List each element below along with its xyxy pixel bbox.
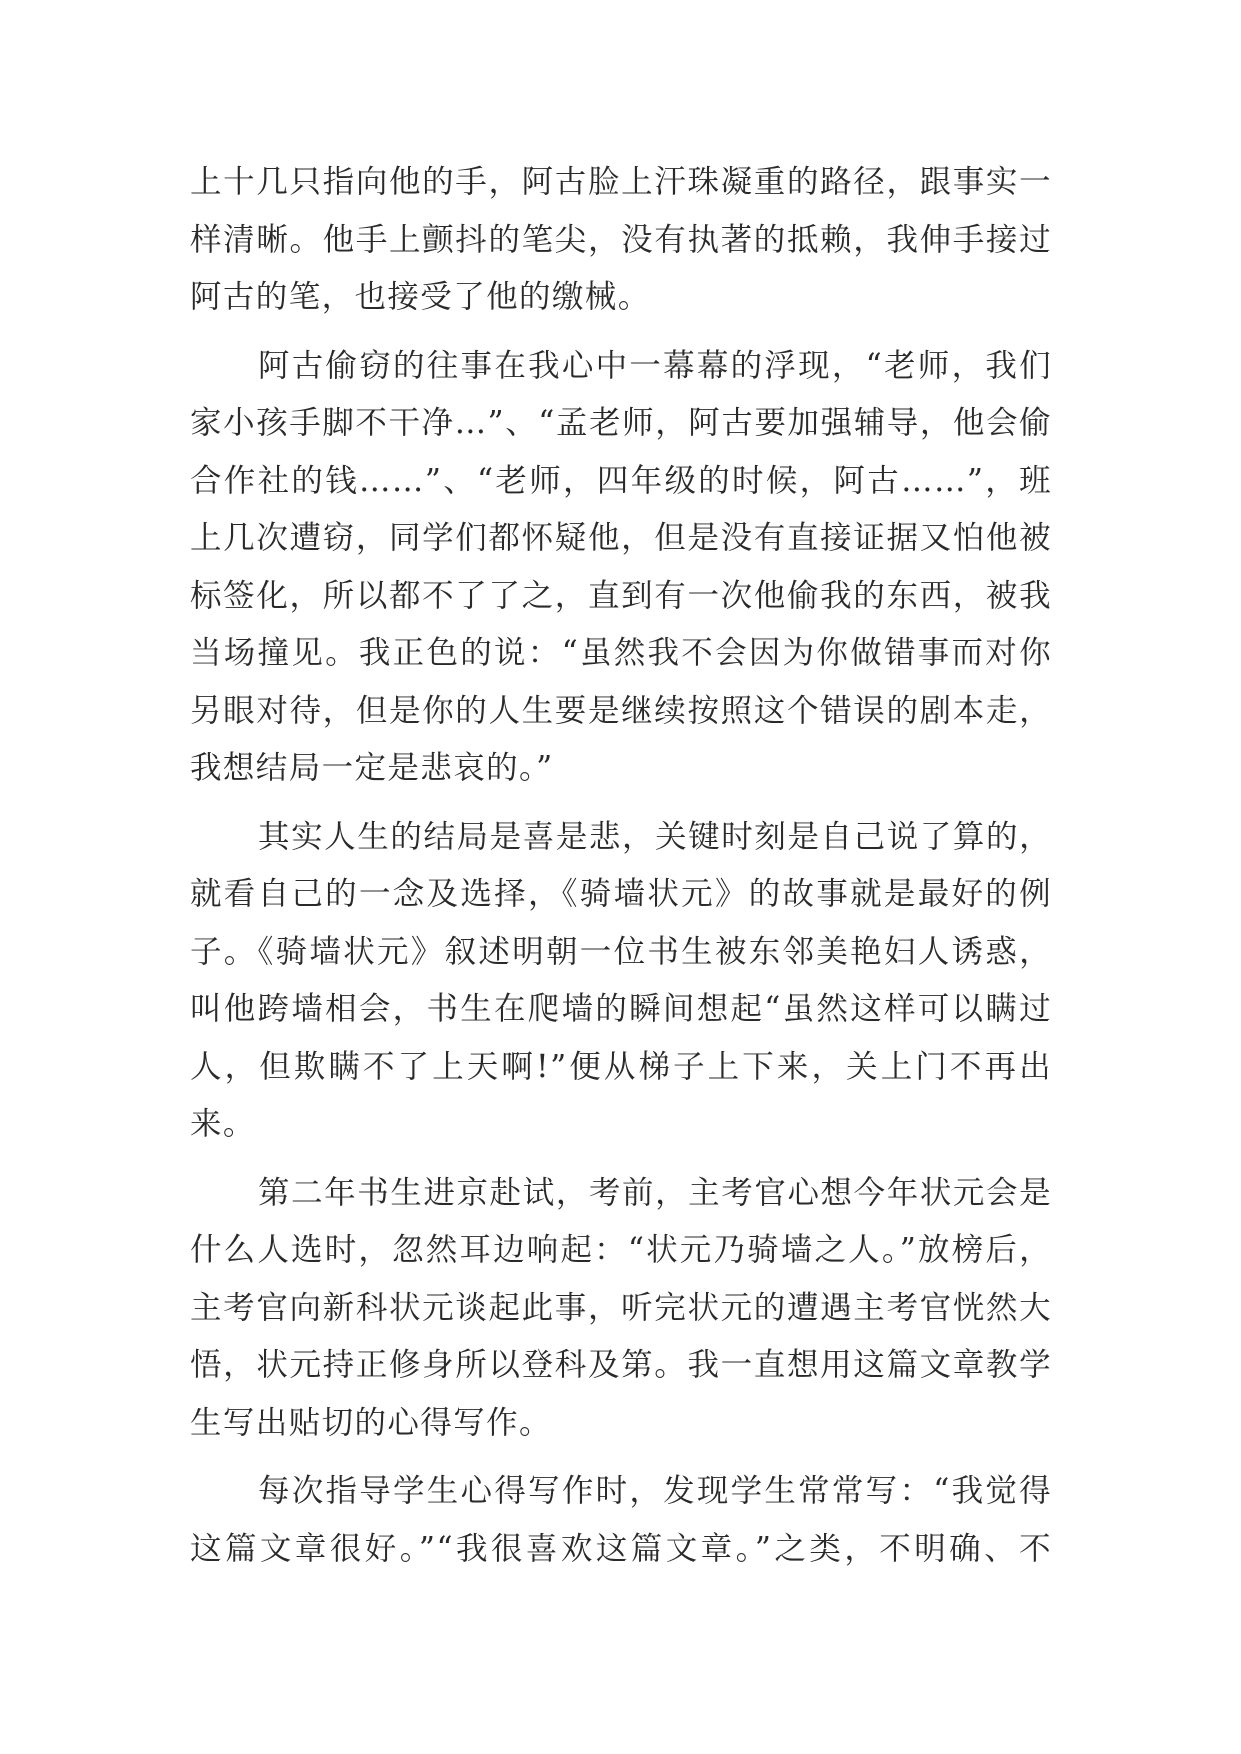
- paragraph-gap: [190, 1452, 1052, 1463]
- text-line: 主考官向新科状元谈起此事，听完状元的遭遇主考官恍然大: [190, 1289, 1052, 1326]
- text-line: 阿古的笔，也接受了他的缴械。: [190, 279, 651, 315]
- text-line: 就看自己的一念及选择，《骑墙状元》的故事就是最好的例: [190, 876, 1052, 912]
- text-line: 叫他跨墙相会，书生在爬墙的瞬间想起“虽然这样可以瞒过: [190, 991, 1052, 1027]
- paragraph-3: [190, 809, 1052, 1154]
- text-line: 合作社的钱……”、“老师，四年级的时候，阿古……”，班: [190, 462, 1052, 499]
- text-line: 生写出贴切的心得写作。: [190, 1404, 552, 1441]
- paragraph-1: [190, 154, 1052, 327]
- paragraph-gap: [190, 1154, 1052, 1165]
- text-line: 这篇文章很好。”“我很喜欢这篇文章。”之类，不明确、不: [190, 1530, 1052, 1567]
- paragraph-5: [190, 1463, 1052, 1578]
- paragraph-gap: [190, 798, 1052, 809]
- text-line: 另眼对待，但是你的人生要是继续按照这个错误的剧本走，: [190, 692, 1052, 729]
- paragraph-gap: [190, 327, 1052, 338]
- text-line: 悟，状元持正修身所以登科及第。我一直想用这篇文章教学: [190, 1347, 1052, 1383]
- text-line: 我想结局一定是悲哀的。”: [190, 750, 554, 786]
- paragraph-4: [190, 1165, 1052, 1453]
- text-line: 上十几只指向他的手，阿古脸上汗珠凝重的路径，跟事实一: [190, 164, 1052, 200]
- text-line: 每次指导学生心得写作时，发现学生常常写：“我觉得: [258, 1473, 1052, 1509]
- text-line: 阿古偷窃的往事在我心中一幕幕的浮现，“老师，我们: [258, 347, 1052, 384]
- paragraph-2: [190, 338, 1052, 798]
- text-line: 人，但欺瞒不了上天啊!”便从梯子上下来，关上门不再出: [190, 1048, 1052, 1085]
- text-line: 家小孩手脚不干净…”、“孟老师，阿古要加强辅导，他会偷: [190, 405, 1052, 441]
- text-line: 什么人选时，忽然耳边响起：“状元乃骑墙之人。”放榜后，: [190, 1232, 1052, 1268]
- text-line: 来。: [190, 1106, 256, 1142]
- document-page: [190, 154, 1052, 1578]
- text-line: 样清晰。他手上颤抖的笔尖，没有执著的抵赖，我伸手接过: [190, 221, 1052, 258]
- text-line: 其实人生的结局是喜是悲，关键时刻是自己说了算的，: [258, 818, 1052, 855]
- text-line: 第二年书生进京赴试，考前，主考官心想今年状元会是: [258, 1174, 1052, 1211]
- text-line: 标签化，所以都不了了之，直到有一次他偷我的东西，被我: [190, 577, 1052, 614]
- text-line: 子。《骑墙状元》叙述明朝一位书生被东邻美艳妇人诱惑，: [190, 933, 1052, 970]
- text-line: 上几次遭窃，同学们都怀疑他，但是没有直接证据又怕他被: [190, 520, 1052, 556]
- text-line: 当场撞见。我正色的说：“虽然我不会因为你做错事而对你: [190, 635, 1052, 671]
